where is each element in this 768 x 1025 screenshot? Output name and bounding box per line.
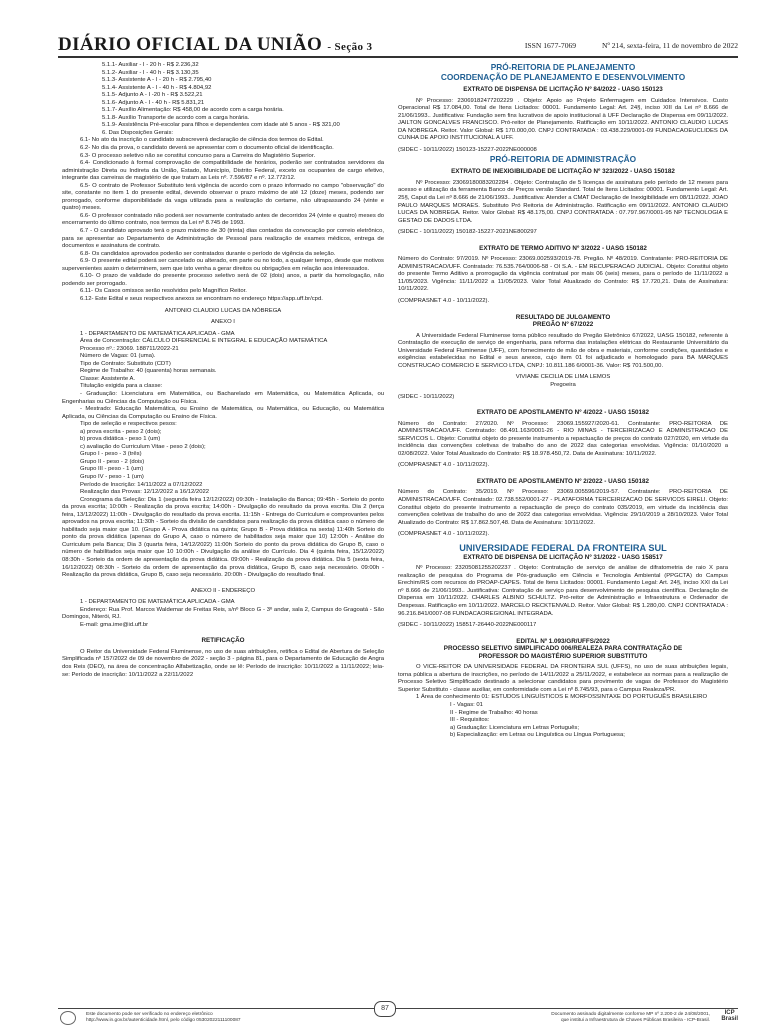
page-number: 87 — [374, 1001, 396, 1017]
annex-line: Endereço: Rua Prof. Marcos Waldemar de Freitas Reis, s/nº Bloco G - 3º andar, sala 2, Campus do Gragoatá - São Domingos, Niterói, RJ. — [62, 606, 384, 621]
icp-logo-text: ICP — [724, 1010, 735, 1016]
list-item: I - Vagas: 01 — [450, 702, 483, 708]
signer-name: ANTONIO CLAUDIO LUCAS DA NÓBREGA — [164, 307, 282, 314]
annex-line: Número de Vagas: 01 (uma). — [80, 353, 156, 360]
list-item: 5.1.7- Auxílio Alimentação: R$ 458,00 de acordo com a carga horária. — [102, 107, 284, 114]
paragraph: 6.10- O prazo de validade do presente processo seletivo será de 02 (dois) anos, a partir da homologação, não podendo ser prorrogado. — [62, 273, 384, 287]
paragraph: 6.6- O professor contratado não poderá ser novamente contratado antes de decorridos 24 (vinte e quatro) meses do encerramento do último contrato, nos termos da Lei nº 8.745 de 1993. — [62, 212, 384, 227]
annex-line: 1 - DEPARTAMENTO DE MATEMÁTICA APLICADA - GMA — [80, 599, 235, 606]
act-title: EXTRATO DE DISPENSA DE LICITAÇÃO Nº 31/2022 - UASG 158517 — [463, 553, 663, 561]
right-column — [398, 62, 728, 1006]
signature-text: Documento assinado digitalmente conforme MP nº 2.200-2 de 24/08/2001, — [551, 1012, 710, 1017]
comprasnet-ref: (COMPRASNET 4.0 - 10/11/2022). — [398, 298, 490, 305]
annex-line: c) avaliação do Curriculum Vitae - peso 2 (dois); — [80, 443, 206, 450]
org-heading: PRÓ-REITORIA DE ADMINISTRAÇÃO — [489, 154, 637, 165]
act-title: RESULTADO DE JULGAMENTO — [515, 313, 611, 321]
annex-line: a) prova escrita - peso 2 (dois); — [80, 428, 162, 435]
signature-note — [551, 1012, 710, 1024]
issue-info — [501, 41, 738, 50]
paragraph: 6.8- Os candidatos aprovados poderão ser contratados durante o período de vigência da seleção. — [80, 250, 336, 257]
act-subtitle: PREGÃO Nº 67/2022 — [532, 321, 594, 329]
annex-title: ANEXO I — [211, 319, 235, 326]
act-title: EXTRATO DE TERMO ADITIVO Nº 3/2022 - UASG 150182 — [479, 244, 647, 252]
paragraph: Nº Processo: 23069180083202284 . Objeto: Contratação de 5 licenças de assinatura pelo período de 12 meses para acesso e utilização da ferramenta Banco de Preços versão Standard. Total de Itens Licitados: 00001. Fundamento Legal: Art. 25§, Caput da Lei nº 8.666 de 21/06/1993.. Justificativa: Atender a CMAT Declaração de Inexigibilidade em 08/11/2022. JOAO PAULO MARQUES MORAES. Substituto Pró Reitoria de Administração. Ratificação em 09/11/2022. ANTONIO CLAUDIO LUCAS DA NOBREGA. Reitor. Valor Global: R$ 48.175,00. CNPJ CONTRATADA : 07.797.967/0001-95 NP TECNOLOGIA E GESTAO DE DADOS LTDA. — [398, 179, 728, 224]
act-title: EXTRATO DE DISPENSA DE LICITAÇÃO Nº 84/2022 - UASG 150123 — [463, 86, 663, 93]
paragraph: 6.1- No ato da inscrição o candidato subscreverá declaração de ciência dos termos do Edital. — [80, 137, 324, 144]
signer-role: Pregoeira — [550, 381, 576, 388]
annex-line: Tipo de seleção e respectivos pesos: — [80, 421, 177, 428]
org-subheading: COORDENAÇÃO DE PLANEJAMENTO E DESENVOLVIMENTO — [440, 72, 686, 82]
comprasnet-ref: (COMPRASNET 4.0 - 10/11/2022). — [398, 531, 490, 538]
act-title: EXTRATO DE INEXIGIBILIDADE DE LICITAÇÃO Nº 323/2022 - UASG 150182 — [451, 168, 675, 176]
sidec-ref: (SIDEC - 10/11/2022) 150123-15227-2022NE000008 — [398, 146, 537, 153]
paragraph: 6.11- Os Casos omissos serão resolvidos pelo Magnífico Reitor. — [80, 288, 247, 295]
annex-line: 1 - DEPARTAMENTO DE MATEMÁTICA APLICADA - GMA — [80, 330, 235, 337]
schedule-paragraph: Cronograma da Seleção: Dia 1 (segunda feira 12/12/2022) 09:30h - Instalação da Banca; 09:45h - Sorteio do ponto da prova escrita; 10:00h - Realização da prova escrita; 14:00h - Divulgação do resultado da prova escrita. Dia 2 (terça feira, 13/12/2022) 11:00h - Divulgação do resultado da prova escrita. 11:15h - Entrega do Curriculum e comprovantes pelos aprovados na prova escrita; 11:30h - Sorteio da divisão de candidatos para realização da prova didática caso o número de habilitado seja maior que 10. (Grupo A - Prova didática na quinta; Grupo B - Prova didática na sexta) 11:40h Sorteio do ponto da prova didática (apenas do Grupo A, caso o número de habilitados seja maior que 10) 12:00h - Análise do Curriculum pela Banca; Dia 3 (quarta feira, 14/12/2022) 11:00h Sorteio do ponto da prova didática do Grupo B, caso o número de habilitados seja maior que 10 10:00h - Divulgação da análise do Currículo. Dia 4 (quinta feira, 15/12/2022) 08:30h - Sorteio da ordem de apresentação da prova didática. 09:00h - Realização da prova didática. Dia 5 (sexta feira, 16/12/2022) 08:30h - Sorteio da ordem de apresentação da prova didática, Grupo B, caso seja necessário. 09:00h - Realização da prova didática, Grupo B, caso seja necessário. 20:00h - Divulgação do resultado final. — [62, 496, 384, 579]
annex-line: Grupo II - peso - 2 (dois) — [80, 458, 145, 465]
annex-line: Grupo I - peso - 3 (três) — [80, 451, 142, 458]
list-item: 5.1.3- Assistente A - I - 20 h - R$ 2.795,40 — [102, 77, 212, 84]
annex-line: - Graduação: Licenciatura em Matemática, ou Bacharelado em Matemática, ou Matemática Aplicada, ou Engenharias ou Ciências da Computação ou Física. — [62, 390, 384, 405]
org-heading: UNIVERSIDADE FEDERAL DA FRONTEIRA SUL — [459, 542, 667, 553]
act-title: EXTRATO DE APOSTILAMENTO Nº 2/2022 - UASG 150182 — [476, 477, 650, 485]
paragraph: Número do Contrato: 97/2019. Nº Processo: 23069.002593/2019-78. Pregão. Nº 48/2019. Contratante: PRO-REITORIA DE ADMINISTRACAO/UFF. Contratado: 76.535.764/0006-58 - OI S.A. - EM RECUPERACAO JUDICIAL. Objeto: Constitui objeto do presente Termo Aditivo a prorrogação da vigência contratual por mais 06 (seis) meses, para o período de 11/11/2022 a 11/05/2023. Vigência: 11/11/2022 a 11/05/2023. Valor Total Atualizado do Contrato: R$ 17.720,21. Data de Assinatura: 10/11/2022. — [398, 256, 728, 293]
list-item: 5.1.1- Auxiliar - I - 20 h - R$ 2.236,32 — [102, 62, 199, 68]
sidec-ref: (SIDEC - 10/11/2022) 158517-26440-2022NE000117 — [398, 622, 537, 629]
paragraph: A Universidade Federal Fluminense torna público resultado do Pregão Eletrônico 67/2022, UASG 150182, referente à Contratação de execução de serviço de engenharia, para reforma das instalações elétricas do Restaurante Universitário da Universidade Federal Fluminense (UFF), com fornecimento de mão de obra e materiais, conforme condições, quantidades e exigências estabelecidas no Edital e seus anexos, cujo item 01 foi adjudicado e homologado para BA MARQUES CONSTRUCAO COMERCIO E SERVICO LTDA, CNPJ: 10.811.186 6/0001-36. Valor: R$ 701.500,00. — [398, 332, 728, 369]
list-item: II - Regime de Trabalho: 40 horas — [450, 709, 538, 716]
sidec-ref: (SIDEC - 10/11/2022) 150182-15227-2021NE800297 — [398, 229, 537, 236]
paragraph: 6.5- O contrato de Professor Substituto terá vigência de acordo com o prazo informado no campo "observação" do site, constante no item 1 do presente edital, devendo observar o prazo máximo de até 12 (doze) meses, podendo ser prorrogado, conforme disponibilidade da vaga utilizada para a realização do certame, não ultrapassando 24 (vinte e quatro) meses. — [62, 182, 384, 212]
org-heading: PRÓ-REITORIA DE PLANEJAMENTO — [490, 62, 636, 72]
list-item: 5.1.2- Auxiliar - I - 40 h - R$ 3.130,35 — [102, 69, 199, 76]
masthead-title: DIÁRIO OFICIAL DA UNIÃO — [58, 34, 323, 55]
paragraph: O Reitor da Universidade Federal Fluminense, no uso de suas atribuições, retifica o Edital de Abertura de Seleção Simplificada nº 157/2022 de 09 de novembro de 2022 - seção 3 - página 81, para o Departamento de Educação de Angra dos Reis (DEO), na área de concentração Alfabetização, onde se lê: Período de inscrição: 10/11/2022 a 11/11/2022; leia-se: Período de inscrição: 10/11/2022 a 22/11/2022 — [62, 648, 384, 678]
list-item: 5.1.8- Auxílio Transporte de acordo com a carga horária. — [102, 114, 250, 121]
verification-note — [86, 1012, 241, 1024]
annex-line: Classe: Assistente A. — [80, 375, 136, 382]
icp-brasil-logo — [721, 1010, 738, 1022]
annex-line: b) prova didática - peso 1 (um) — [80, 436, 161, 443]
annex-line: Realização das Provas: 12/12/2022 a 16/12/2022 — [80, 489, 210, 496]
list-item: 5.1.4- Assistente A - I - 40 h - R$ 4.804,92 — [102, 84, 212, 91]
list-item: a) Graduação: Licenciatura em Letras Português; — [450, 724, 580, 731]
coat-of-arms-icon — [60, 1011, 76, 1025]
annex-line: Tipo de Contrato: Substituto (CDT) — [80, 360, 171, 367]
list-item: III - Requisitos: — [450, 717, 490, 724]
annex-line: Grupo III - peso - 1 (um) — [80, 466, 144, 473]
annex-line: Grupo IV - peso - 1 (um) — [80, 473, 144, 480]
list-item: 5.1.9- Assistência Pré-escolar para filhos e dependentes com idade até 5 anos - R$ 321,00 — [102, 122, 340, 129]
annex-line: Titulação exigida para a classe: — [80, 383, 163, 390]
paragraph: 1 Área de conhecimento 01: ESTUDOS LINGUÍSTICOS E MORFOSSINTAXE DO PORTUGUÊS BRASILEIRO — [416, 694, 708, 701]
issn: ISSN 1677-7069 — [524, 41, 577, 50]
paragraph: 6.9- O presente edital poderá ser cancelado ou alterado, em parte ou no todo, a qualquer tempo, desde que motivos supervenientes assim o determinem, sem que isto venha a gerar direitos ou obrigações em relação aos interessados. — [62, 258, 384, 272]
page-footer — [58, 1005, 738, 1023]
paragraph: 6.4- Condicionado à formal comprovação de compatibilidade de horários, poderão ser contratados servidores da administração Direta ou Indireta da União, Estado, Município, Distrito Federal, exceto os ocupantes de cargo efetivo, integrante das carreiras de magistério de que tratam as Leis nº. 7.596/87 e nº. 12.772/12. — [62, 160, 384, 182]
section-title: 6. Das Disposições Gerais: — [102, 129, 174, 136]
masthead-section: - Seção 3 — [327, 41, 373, 53]
list-item: b) Especialização: em Letras ou Linguística ou Língua Portuguesa; — [450, 732, 625, 739]
signature-text: que institui a Infraestrutura de Chaves Públicas Brasileira - ICP-Brasil. — [560, 1017, 710, 1023]
paragraph: Nº Processo: 23069182477202229 . Objeto: Apoio ao Projeto Enfermagem em Cuidados Intensivos. Custo Operacional R$ 17.084,00. Total de Itens Licitados: 00001. Fundamento Legal: Art. 24§, inciso XIII da Lei nº 8.666 de 21/06/1993.. Justificativa: Fundação sem fins lucrativos de apoio institucional à UFF Declaração de Dispensa em 09/11/2022. JAILTON GONCALVES FRANCISCO. Pró-reitor de Planejamento. Ratificação em 10/11/2022. ANTONIO CLAUDIO LUCAS DA NOBREGA. Reitor. Valor Global: R$ 170.000,00. CNPJ CONTRATADA : 03.438.229/0001-09 FUNDACAOEUCLIDES DA CUNHA DE APOIO INSTITUCIONAL A UFF. — [398, 97, 728, 142]
paragraph: 6.2- No dia da prova, o candidato deverá se apresentar com o documento oficial de identificação. — [80, 145, 334, 152]
act-title: EDITAL Nº 1.093/GR/UFFS/2022 — [516, 637, 610, 645]
annex-title: ANEXO II - ENDEREÇO — [190, 587, 256, 594]
verification-text: Este documento pode ser verificado no endereço eletrônico — [86, 1012, 213, 1017]
annex-line: Regime de Trabalho: 40 (quarenta) horas semanais. — [80, 368, 217, 375]
annex-line: Período de Inscrição: 14/11/2022 a 07/12/2022 — [80, 481, 203, 488]
annex-line: Processo nº.: 23069. 188711/2022-21 — [80, 345, 179, 352]
act-subtitle: PROCESSO SELETIVO SIMPLIFICADO 006/REALEZA PARA CONTRATAÇÃO DE — [443, 645, 683, 653]
retification-title: RETIFICAÇÃO — [201, 637, 245, 645]
issue-date: Nº 214, sexta-feira, 11 de novembro de 2022 — [602, 41, 738, 50]
left-column — [62, 62, 384, 1006]
sidec-ref: (SIDEC - 10/11/2022) — [398, 393, 455, 400]
act-title: EXTRATO DE APOSTILAMENTO Nº 4/2022 - UASG 150182 — [476, 409, 650, 417]
paragraph: Número do Contrato: 27/2020. Nº Processo: 23069.155927/2020-61. Contratante: PRO-REITORIA DE ADMINISTRACAO/UFF. Contratado: 08.491.163/0001-26 - RIO MINAS - TERCEIRIZACAO E ADMINISTRACAO DE SERVICOS L. Objeto: Constitui objeto do presente instrumento a repactuação de preços do contrato 027/2020, em virtude da incidência das convenções coletivas de trabalho do ano de 2022 das categorias envolvidas. Vigência: 01/10/2020 a 02/08/2022. Valor Total Atualizado do Contrato: R$ 18.978.450,72. Data de Assinatura: 10/11/2022. — [398, 420, 728, 457]
annex-line: - Mestrado: Educação Matemática, ou Ensino de Matemática, ou Matemática, ou Educação, ou Matemática Aplicada, ou Ciências da Computação ou Ensino de Física. — [62, 406, 384, 420]
signer-name: VIVIANE CECILIA DE LIMA LEMOS — [515, 374, 611, 381]
page-header — [58, 32, 738, 58]
paragraph: Número do Contrato: 35/2019. Nº Processo: 23069.005596/2019-57. Contratante: PRO-REITORIA DE ADMINISTRACAO/UFF. Contratado: 02.738.552/0001-27 - PLATAFORMA TERCEIRIZACAO DE SERVICOS EIRELI. Objeto: Constitui objeto do presente instrumento a repactuação de preço do contrato 035/2019, em virtude da incidência das convenções coletivas de trabalho do ano de 2022 das categorias envolvidas. Vigência: 29/10/2019 a 28/10/2023. Valor Total Atualizado do Contrato: R$ 17.862.507,48. Data de Assinatura: 10/11/2022. — [398, 489, 728, 526]
annex-line: E-mail: gma.ime@id.uff.br — [80, 621, 149, 628]
list-item: 5.1.6- Adjunto A - I - 40 h - R$ 5.831,21 — [102, 99, 205, 106]
masthead — [58, 34, 372, 56]
verification-link[interactable]: http://www.in.gov.br/autenticidade.html, pelo código 05302022111100087 — [86, 1017, 241, 1023]
comprasnet-ref: (COMPRASNET 4.0 - 10/11/2022). — [398, 462, 490, 469]
list-item: 5.1.5- Adjunto A - I -20 h - R$ 3.522,21 — [102, 92, 203, 99]
paragraph: 6.7 - O candidato aprovado terá o prazo máximo de 30 (trinta) dias contados da convocação por correio eletrônico, para se apresentar ao Departamento de Administração de Pessoal para realização de exames médicos, entrega de documentos e assinatura de contrato. — [62, 228, 384, 250]
annex-line: Área de Concentração: CÁLCULO DIFERENCIAL E INTEGRAL E EDUCAÇÃO MATEMÁTICA — [80, 338, 328, 345]
paragraph: 6.12- Este Edital e seus respectivos anexos se encontram no endereço https://app.uff.br/cpd. — [80, 295, 323, 302]
paragraph: Nº Processo: 23205081255202237 . Objeto: Contratação de serviço de análise de difratometria de raio X para realização de pesquisa do Programa de Pós-graduação em Ciência e Tecnologia Ambiental (PPGCTA) do Campus Erechim/RS com recursos do PROAP-CAPES. Total de Itens Licitados: 00001. Fundamento Legal: Art. 24§, inciso XXI da Lei nº 8.666 de 21/06/1993.. Justificativa: Contratação de serviço para desenvolvimento de pesquisa científica. Declaração de Dispensa em 10/11/2022. CHARLES ALBINO SCHULTZ. Pró-reitor de Administração e Infraestrutura e Ordenador de Despesas. Ratificação em 10/11/2022. MARCELO RECKTENVALD. Reitor. Valor Global: R$ 1.280,00. CNPJ CONTRATADA : 96.216.841/0007-08 FUNDACAOREGIONAL INTEGRADA. — [398, 565, 728, 617]
paragraph: 6.3- O processo seletivo não se constitui concurso para a Carreira do Magistério Superior. — [80, 152, 316, 159]
icp-logo-text: Brasil — [721, 1016, 738, 1022]
act-subtitle: PROFESSOR DO MAGISTÉRIO SUPERIOR SUBSTITUTO — [478, 652, 648, 660]
paragraph: O VICE-REITOR DA UNIVERSIDADE FEDERAL DA FRONTEIRA SUL (UFFS), no uso de suas atribuições legais, torna pública a abertura de inscrições, no período de 14/11/2022 a 25/11/2022, e estabelece as normas para a realização de Processo Seletivo Simplificado destinado a selecionar candidatos para provimento de vagas de Professor do Magistério Superior Substituto - classe auxiliar, em conformidade com a Lei nº 8.745/93, para o Campus Realeza/PR. — [398, 664, 728, 693]
